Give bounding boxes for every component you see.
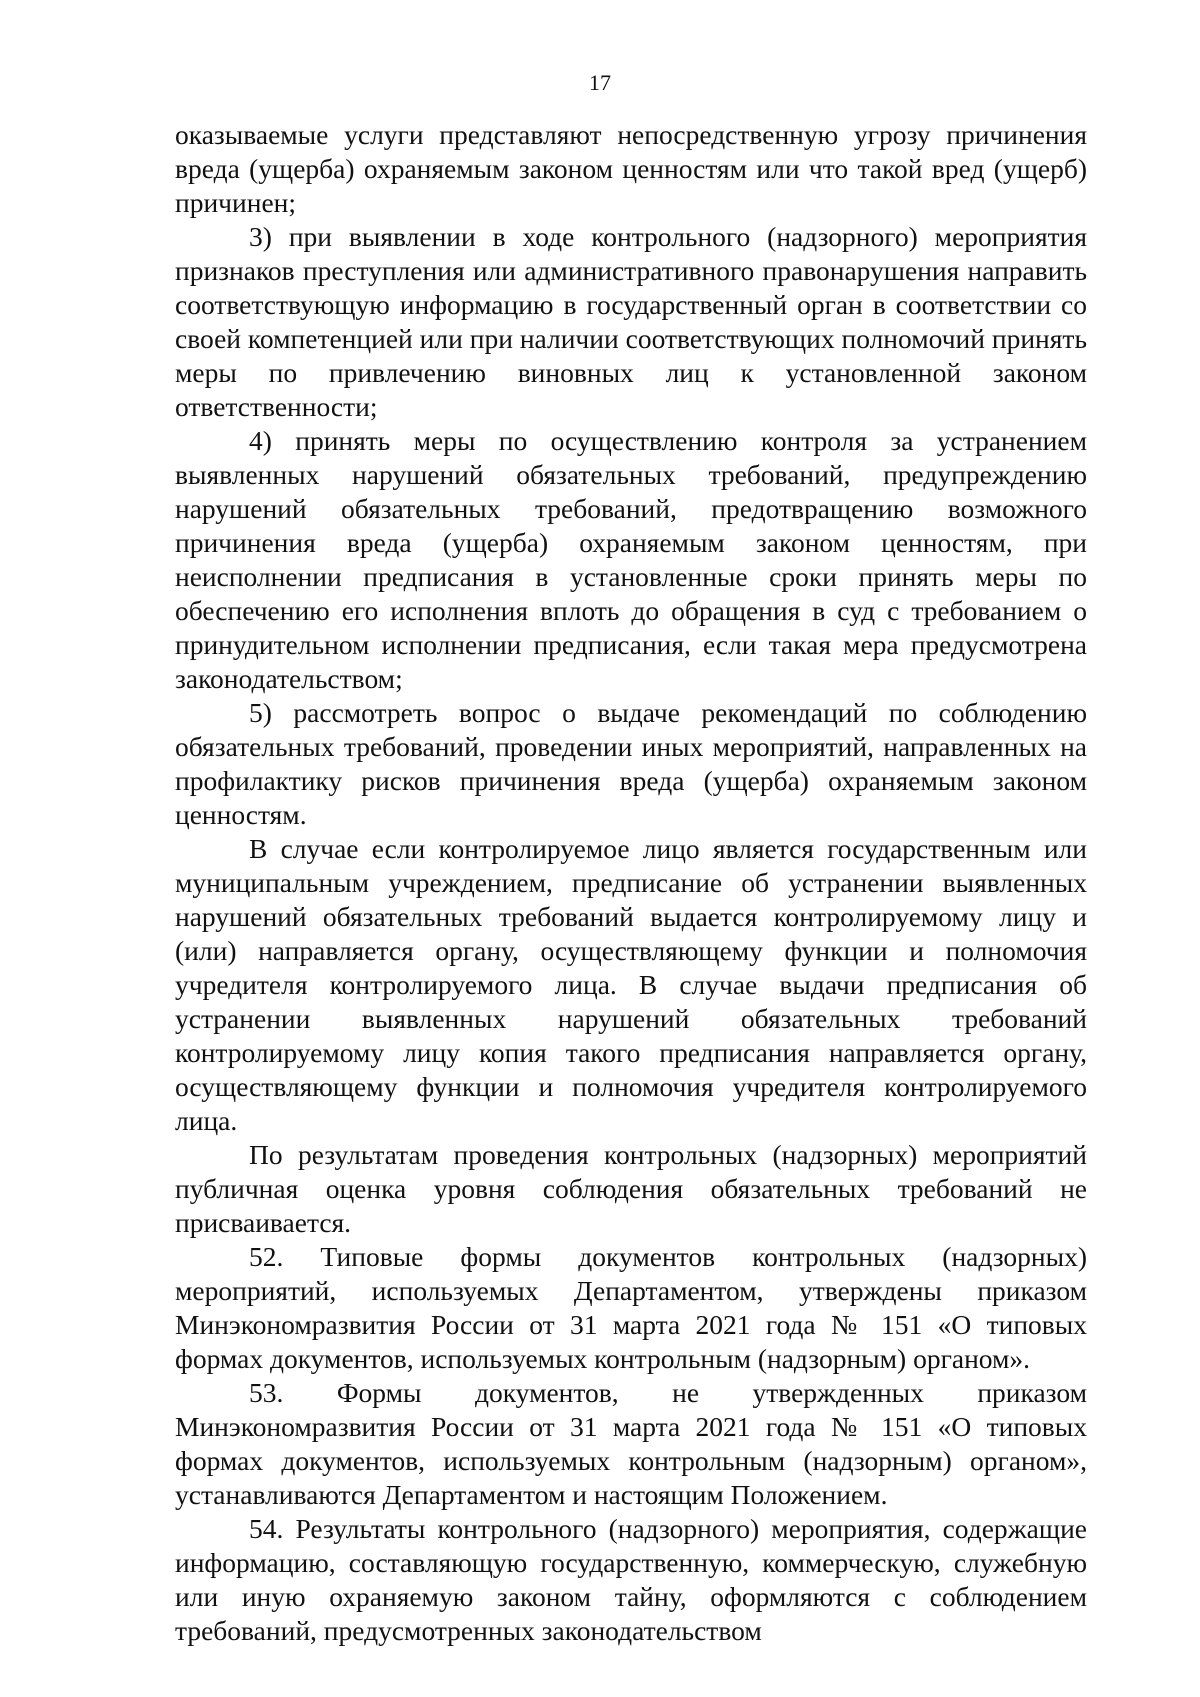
paragraph-item-3: 3) при выявлении в ходе контрольного (надзорного) мероприятия признаков преступления или административного правонарушения направить соответствующую информацию в государственный орган в соответствии со своей компетенцией или при наличии соответствующих полномочий принять меры по привлечению виновных лиц к установленной законом ответственности; (175, 221, 1087, 422)
document-body (175, 118, 1087, 1648)
paragraph-state-institution: В случае если контролируемое лицо является государственным или муниципальным учреждением, предписание об устранении выявленных нарушений обязательных требований выдается контролируемому лицу и (или) направляется органу, осуществляющему функции и полномочия учредителя контролируемого лица. В случае выдачи предписания об устранении выявленных нарушений обязательных требований контролируемому лицу копия такого предписания направляется органу, осуществляющему функции и полномочия учредителя контролируемого лица. (175, 833, 1087, 1136)
paragraph-clause-52: 52. Типовые формы документов контрольных (надзорных) мероприятий, используемых Департаментом, утверждены приказом Минэкономразвития России от 31 марта 2021 года № 151 «О типовых формах документов, используемых контрольным (надзорным) органом». (175, 1241, 1087, 1374)
paragraph-clause-54: 54. Результаты контрольного (надзорного) мероприятия, содержащие информацию, составляющую государственную, коммерческую, служебную или иную охраняемую законом тайну, оформляются с соблюдением требований, предусмотренных законодательством (175, 1513, 1087, 1646)
page-number: 17 (589, 70, 611, 95)
paragraph-item-4: 4) принять меры по осуществлению контроля за устранением выявленных нарушений обязательных требований, предупреждению нарушений обязательных требований, предотвращению возможного причинения вреда (ущерба) охраняемым законом ценностям, при неисполнении предписания в установленные сроки принять меры по обеспечению его исполнения вплоть до обращения в суд с требованием о принудительном исполнении предписания, если такая мера предусмотрена законодательством; (175, 425, 1087, 694)
paragraph-public-assessment: По результатам проведения контрольных (надзорных) мероприятий публичная оценка уровня соблюдения обязательных требований не присваивается. (175, 1139, 1087, 1238)
paragraph-item-5: 5) рассмотреть вопрос о выдаче рекомендаций по соблюдению обязательных требований, проведении иных мероприятий, направленных на профилактику рисков причинения вреда (ущерба) охраняемым законом ценностям. (175, 697, 1087, 830)
paragraph-continuation: оказываемые услуги представляют непосредственную угрозу причинения вреда (ущерба) охраняемым законом ценностям или что такой вред (ущерб) причинен; (175, 119, 1087, 218)
paragraph-clause-53: 53. Формы документов, не утвержденных приказом Минэкономразвития России от 31 марта 2021 года № 151 «О типовых формах документов, используемых контрольным (надзорным) органом», устанавливаются Департаментом и настоящим Положением. (175, 1377, 1087, 1510)
